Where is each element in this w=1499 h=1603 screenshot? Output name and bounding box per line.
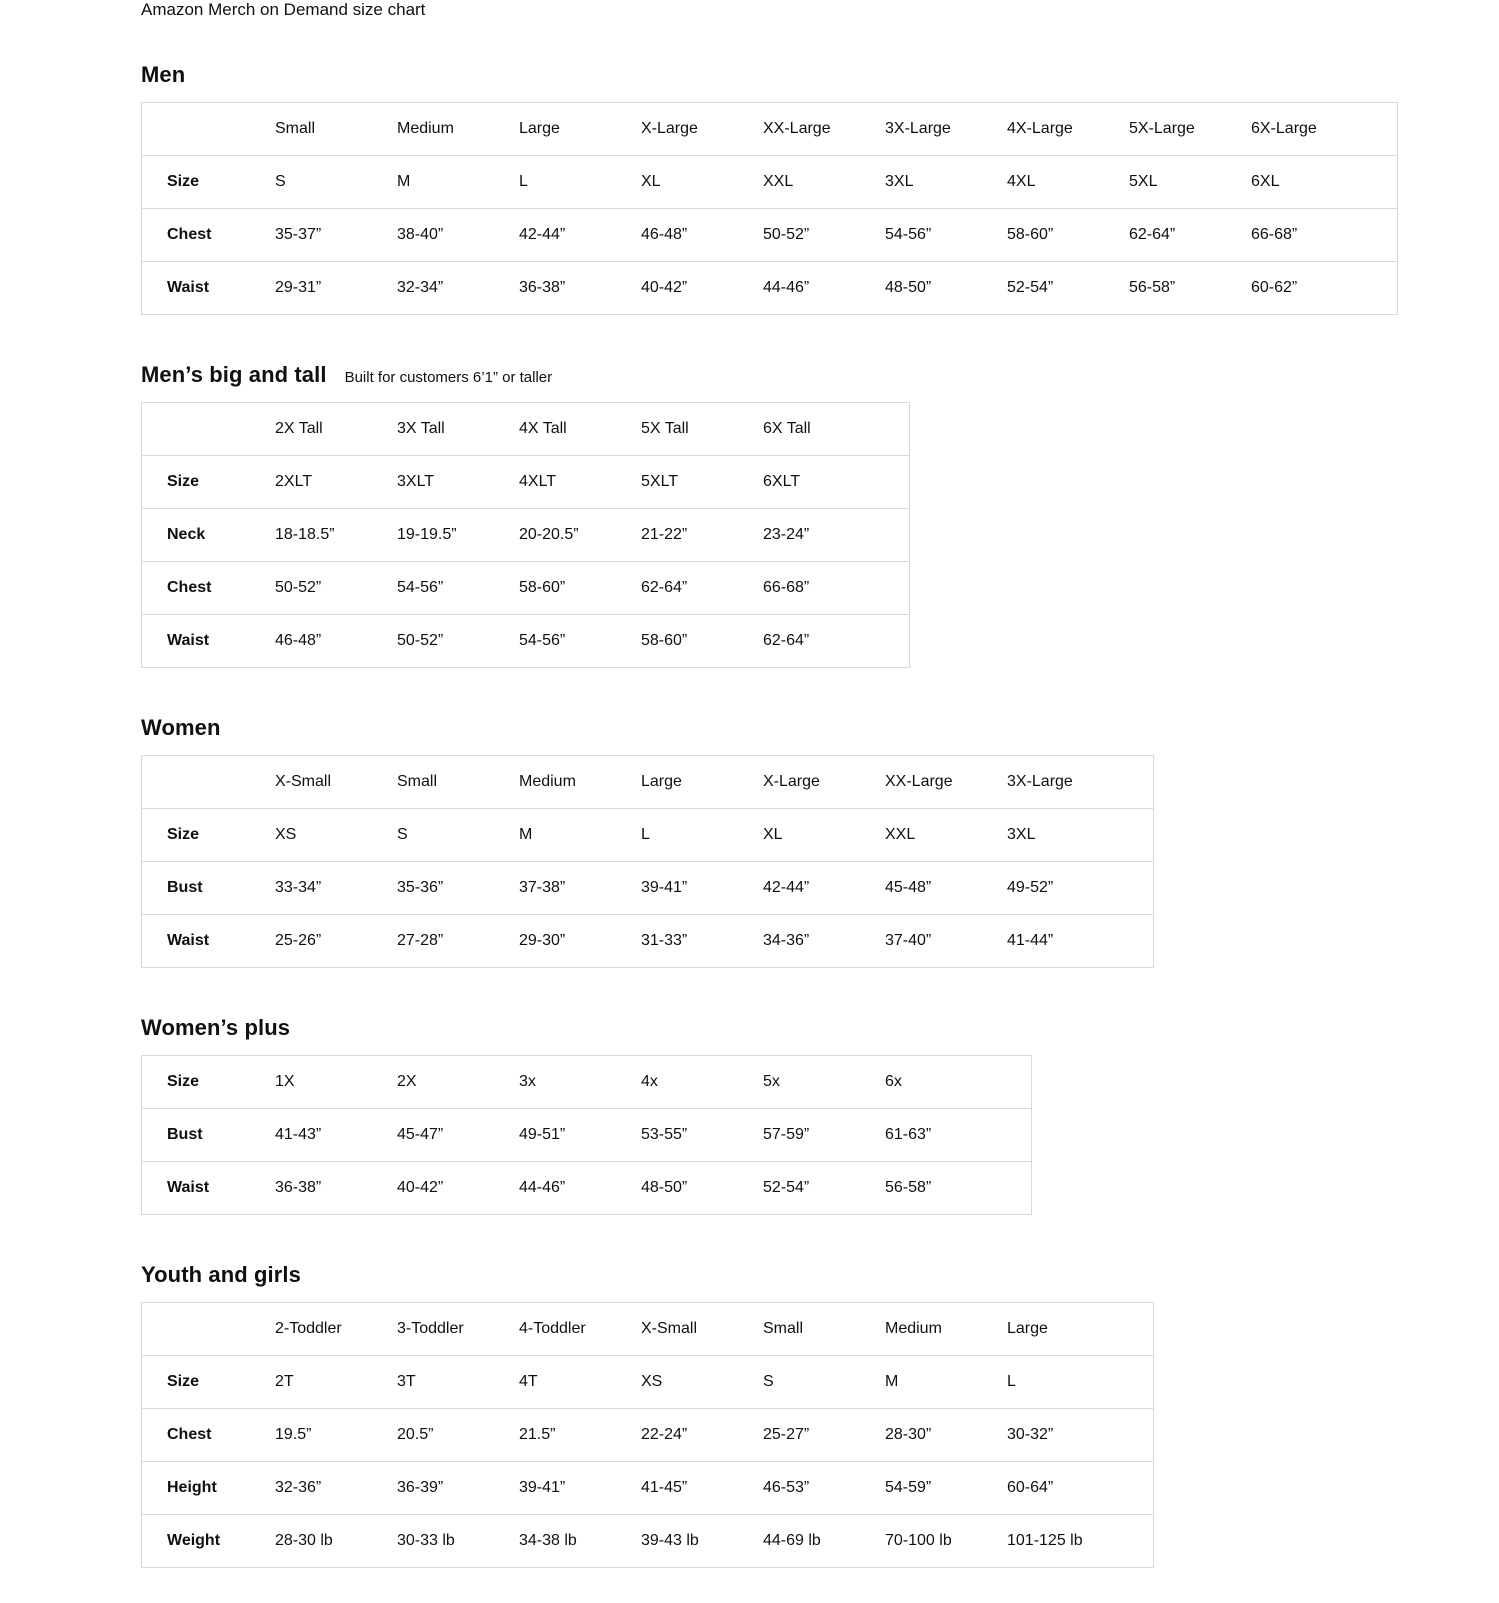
table-cell: 3XL <box>885 156 1007 209</box>
table-cell: 45-48” <box>885 862 1007 915</box>
table-cell: 49-51” <box>519 1109 641 1162</box>
table-row <box>142 1109 1032 1162</box>
table-cell: 60-62” <box>1251 262 1398 315</box>
column-header: 6X-Large <box>1251 120 1317 138</box>
table-cell: 41-43” <box>275 1109 397 1162</box>
table-cell: 44-46” <box>763 262 885 315</box>
table-row <box>142 1056 1032 1109</box>
column-header: X-Large <box>763 773 820 791</box>
table-row <box>142 562 910 615</box>
table-row <box>142 262 1398 315</box>
table-cell: 27-28” <box>397 915 519 968</box>
table-cell: 30-32” <box>1007 1409 1154 1462</box>
column-header: X-Small <box>641 1320 698 1338</box>
column-header: 5X-Large <box>1129 120 1195 138</box>
table-cell: XS <box>641 1356 763 1409</box>
table-row <box>142 809 1154 862</box>
table-cell: 54-56” <box>885 209 1007 262</box>
table-cell: 28-30” <box>885 1409 1007 1462</box>
row-label: Waist <box>142 915 276 968</box>
table-cell: 35-37” <box>275 209 397 262</box>
table-cell: 32-34” <box>397 262 519 315</box>
table-wrapper <box>141 755 1154 968</box>
table-row <box>142 1356 1154 1409</box>
table-cell: 60-64” <box>1007 1462 1154 1515</box>
table-cell: 2T <box>275 1356 397 1409</box>
table-row <box>142 1162 1032 1215</box>
row-label: Size <box>167 1073 200 1091</box>
table-cell: 40-42” <box>397 1162 519 1215</box>
table-row <box>142 456 910 509</box>
section-men <box>0 62 1499 320</box>
table-row <box>142 209 1398 262</box>
table-cell: L <box>519 156 641 209</box>
table-cell: 3x <box>519 1073 536 1091</box>
corner-cell <box>142 1303 276 1356</box>
column-header: 4X Tall <box>519 420 567 438</box>
table-cell: 58-60” <box>1007 209 1129 262</box>
table-cell: 32-36” <box>275 1462 397 1515</box>
table-cell: 37-38” <box>519 862 641 915</box>
table-cell: 36-39” <box>397 1462 519 1515</box>
table-cell: XS <box>275 809 397 862</box>
table-row <box>142 1409 1154 1462</box>
size-table-women <box>141 755 1154 968</box>
section-title: Youth and girls <box>141 1262 301 1288</box>
row-label: Size <box>142 156 276 209</box>
table-cell: 4T <box>519 1356 641 1409</box>
table-cell: 19.5” <box>275 1409 397 1462</box>
section-title: Women’s plus <box>141 1015 291 1041</box>
table-cell: 38-40” <box>397 209 519 262</box>
column-header: X-Small <box>275 773 332 791</box>
row-label: Chest <box>142 209 276 262</box>
table-cell: 46-48” <box>275 615 397 668</box>
section-header <box>141 362 1499 388</box>
table-cell: S <box>763 1356 885 1409</box>
table-cell: 54-56” <box>397 562 519 615</box>
column-header: XX-Large <box>885 773 953 791</box>
row-label: Chest <box>142 1409 276 1462</box>
table-row <box>142 156 1398 209</box>
column-header: 3X-Large <box>1007 773 1073 791</box>
row-label: Bust <box>142 862 276 915</box>
table-row <box>142 915 1154 968</box>
table-cell: 44-69 lb <box>763 1515 885 1568</box>
table-cell: 20.5” <box>397 1409 519 1462</box>
column-header: 4X-Large <box>1007 120 1073 138</box>
table-cell: 1X <box>275 1073 295 1091</box>
table-cell: 48-50” <box>885 262 1007 315</box>
column-header: Small <box>763 1320 804 1338</box>
table-cell: S <box>275 156 397 209</box>
table-cell: 45-47” <box>397 1109 519 1162</box>
table-cell: 30-33 lb <box>397 1515 519 1568</box>
table-cell: 21.5” <box>519 1409 641 1462</box>
table-cell: 101-125 lb <box>1007 1515 1154 1568</box>
table-cell: 31-33” <box>641 915 763 968</box>
table-cell: 50-52” <box>275 562 397 615</box>
table-cell: 20-20.5” <box>519 509 641 562</box>
table-cell: 25-26” <box>275 915 397 968</box>
table-cell: 29-31” <box>275 262 397 315</box>
row-label: Size <box>142 456 276 509</box>
table-cell: S <box>397 809 519 862</box>
section-women <box>0 715 1499 973</box>
table-wrapper <box>141 102 1398 315</box>
column-header: X-Large <box>641 120 698 138</box>
table-cell: 58-60” <box>519 562 641 615</box>
table-cell: 66-68” <box>1251 209 1398 262</box>
table-header-row <box>142 103 1398 156</box>
column-header: Medium <box>519 773 576 791</box>
column-header: 2X Tall <box>275 420 323 438</box>
table-cell: 49-52” <box>1007 862 1154 915</box>
table-cell: 2X <box>397 1073 417 1091</box>
table-cell: 39-43 lb <box>641 1515 763 1568</box>
table-cell: M <box>519 809 641 862</box>
table-wrapper <box>141 1302 1154 1568</box>
table-cell: 44-46” <box>519 1162 641 1215</box>
table-row <box>142 1462 1154 1515</box>
column-header: 6X Tall <box>763 420 811 438</box>
table-cell: M <box>885 1356 1007 1409</box>
table-cell: 41-44” <box>1007 915 1154 968</box>
table-cell: 4x <box>641 1073 658 1091</box>
table-cell: 34-38 lb <box>519 1515 641 1568</box>
table-cell: 62-64” <box>1129 209 1251 262</box>
corner-cell <box>142 103 276 156</box>
section-womens-plus <box>0 1015 1499 1220</box>
corner-cell <box>142 403 276 456</box>
column-header: 3X Tall <box>397 420 445 438</box>
row-label: Size <box>142 809 276 862</box>
table-cell: M <box>397 156 519 209</box>
table-wrapper <box>141 402 910 668</box>
section-title: Men’s big and tall <box>141 362 327 388</box>
table-row <box>142 1515 1154 1568</box>
table-header-row <box>142 756 1154 809</box>
sections-container <box>0 62 1499 1573</box>
table-cell: 70-100 lb <box>885 1515 1007 1568</box>
table-cell: XL <box>763 809 885 862</box>
row-label: Chest <box>142 562 276 615</box>
table-cell: 56-58” <box>1129 262 1251 315</box>
section-header <box>141 62 1499 88</box>
column-header: 4-Toddler <box>519 1320 586 1338</box>
page-title: Amazon Merch on Demand size chart <box>141 0 426 19</box>
row-label: Bust <box>142 1109 276 1162</box>
column-header: Medium <box>885 1320 942 1338</box>
column-header: Small <box>397 773 438 791</box>
column-header: Medium <box>397 120 454 138</box>
table-cell: 36-38” <box>519 262 641 315</box>
row-label: Waist <box>142 262 276 315</box>
table-cell: 6x <box>885 1073 902 1091</box>
section-title: Men <box>141 62 186 88</box>
section-youth-and-girls <box>0 1262 1499 1573</box>
corner-cell <box>142 756 276 809</box>
table-cell: 19-19.5” <box>397 509 519 562</box>
table-cell: 52-54” <box>1007 262 1129 315</box>
size-table-men <box>141 102 1398 315</box>
table-cell: 4XL <box>1007 156 1129 209</box>
section-header <box>141 715 1499 741</box>
table-cell: 3XLT <box>397 456 519 509</box>
table-cell: 66-68” <box>763 562 910 615</box>
table-cell: 5x <box>763 1073 780 1091</box>
table-cell: 46-53” <box>763 1462 885 1515</box>
table-cell: 36-38” <box>275 1162 397 1215</box>
table-cell: 33-34” <box>275 862 397 915</box>
table-row <box>142 862 1154 915</box>
table-cell: XXL <box>763 156 885 209</box>
table-cell: L <box>641 809 763 862</box>
table-cell: 39-41” <box>519 1462 641 1515</box>
table-cell: 62-64” <box>641 562 763 615</box>
table-cell: 35-36” <box>397 862 519 915</box>
row-label: Height <box>142 1462 276 1515</box>
table-cell: 40-42” <box>641 262 763 315</box>
table-cell: 57-59” <box>763 1109 885 1162</box>
table-cell: 54-56” <box>519 615 641 668</box>
table-cell: 56-58” <box>885 1162 1032 1215</box>
table-cell: L <box>1007 1356 1154 1409</box>
column-header: 3-Toddler <box>397 1320 464 1338</box>
table-cell: 54-59” <box>885 1462 1007 1515</box>
table-cell: 4XLT <box>519 456 641 509</box>
column-header: 3X-Large <box>885 120 951 138</box>
column-header: Large <box>641 773 682 791</box>
section-mens-big-and-tall <box>0 362 1499 673</box>
table-cell: 41-45” <box>641 1462 763 1515</box>
table-cell: 29-30” <box>519 915 641 968</box>
table-cell: 42-44” <box>763 862 885 915</box>
size-table-womens-plus <box>141 1055 1032 1215</box>
table-cell: 3T <box>397 1356 519 1409</box>
size-table-mens-big-and-tall <box>141 402 910 668</box>
table-cell: 6XL <box>1251 156 1398 209</box>
column-header: XX-Large <box>763 120 831 138</box>
table-cell: 61-63” <box>885 1109 1032 1162</box>
section-header <box>141 1262 1499 1288</box>
table-cell: 5XL <box>1129 156 1251 209</box>
table-cell: 6XLT <box>763 456 910 509</box>
table-cell: 37-40” <box>885 915 1007 968</box>
table-cell: 50-52” <box>763 209 885 262</box>
table-header-row <box>142 403 910 456</box>
table-cell: 39-41” <box>641 862 763 915</box>
row-label: Weight <box>142 1515 276 1568</box>
table-cell: 53-55” <box>641 1109 763 1162</box>
column-header: Small <box>275 120 316 138</box>
table-cell: 34-36” <box>763 915 885 968</box>
table-cell: 52-54” <box>763 1162 885 1215</box>
table-cell: 2XLT <box>275 456 397 509</box>
table-row <box>142 509 910 562</box>
table-cell: 48-50” <box>641 1162 763 1215</box>
section-header <box>141 1015 1499 1041</box>
column-header: Large <box>519 120 560 138</box>
table-cell: 50-52” <box>397 615 519 668</box>
column-header: 5X Tall <box>641 420 689 438</box>
row-label: Size <box>142 1356 276 1409</box>
column-header: Large <box>1007 1320 1048 1338</box>
size-table-youth-and-girls <box>141 1302 1154 1568</box>
table-wrapper <box>141 1055 1032 1215</box>
row-label: Waist <box>142 615 276 668</box>
table-row <box>142 615 910 668</box>
table-cell: 21-22” <box>641 509 763 562</box>
table-cell: 22-24” <box>641 1409 763 1462</box>
table-cell: 28-30 lb <box>275 1515 397 1568</box>
table-cell: XL <box>641 156 763 209</box>
section-title: Women <box>141 715 221 741</box>
row-label: Waist <box>142 1162 276 1215</box>
table-cell: 23-24” <box>763 509 910 562</box>
table-cell: 3XL <box>1007 809 1154 862</box>
row-label: Neck <box>142 509 276 562</box>
section-note: Built for customers 6’1” or taller <box>344 369 553 387</box>
table-cell: XXL <box>885 809 1007 862</box>
table-cell: 46-48” <box>641 209 763 262</box>
table-cell: 18-18.5” <box>275 509 397 562</box>
table-header-row <box>142 1303 1154 1356</box>
table-cell: 42-44” <box>519 209 641 262</box>
table-cell: 58-60” <box>641 615 763 668</box>
column-header: 2-Toddler <box>275 1320 342 1338</box>
table-cell: 62-64” <box>763 615 910 668</box>
table-cell: 25-27” <box>763 1409 885 1462</box>
table-cell: 5XLT <box>641 456 763 509</box>
